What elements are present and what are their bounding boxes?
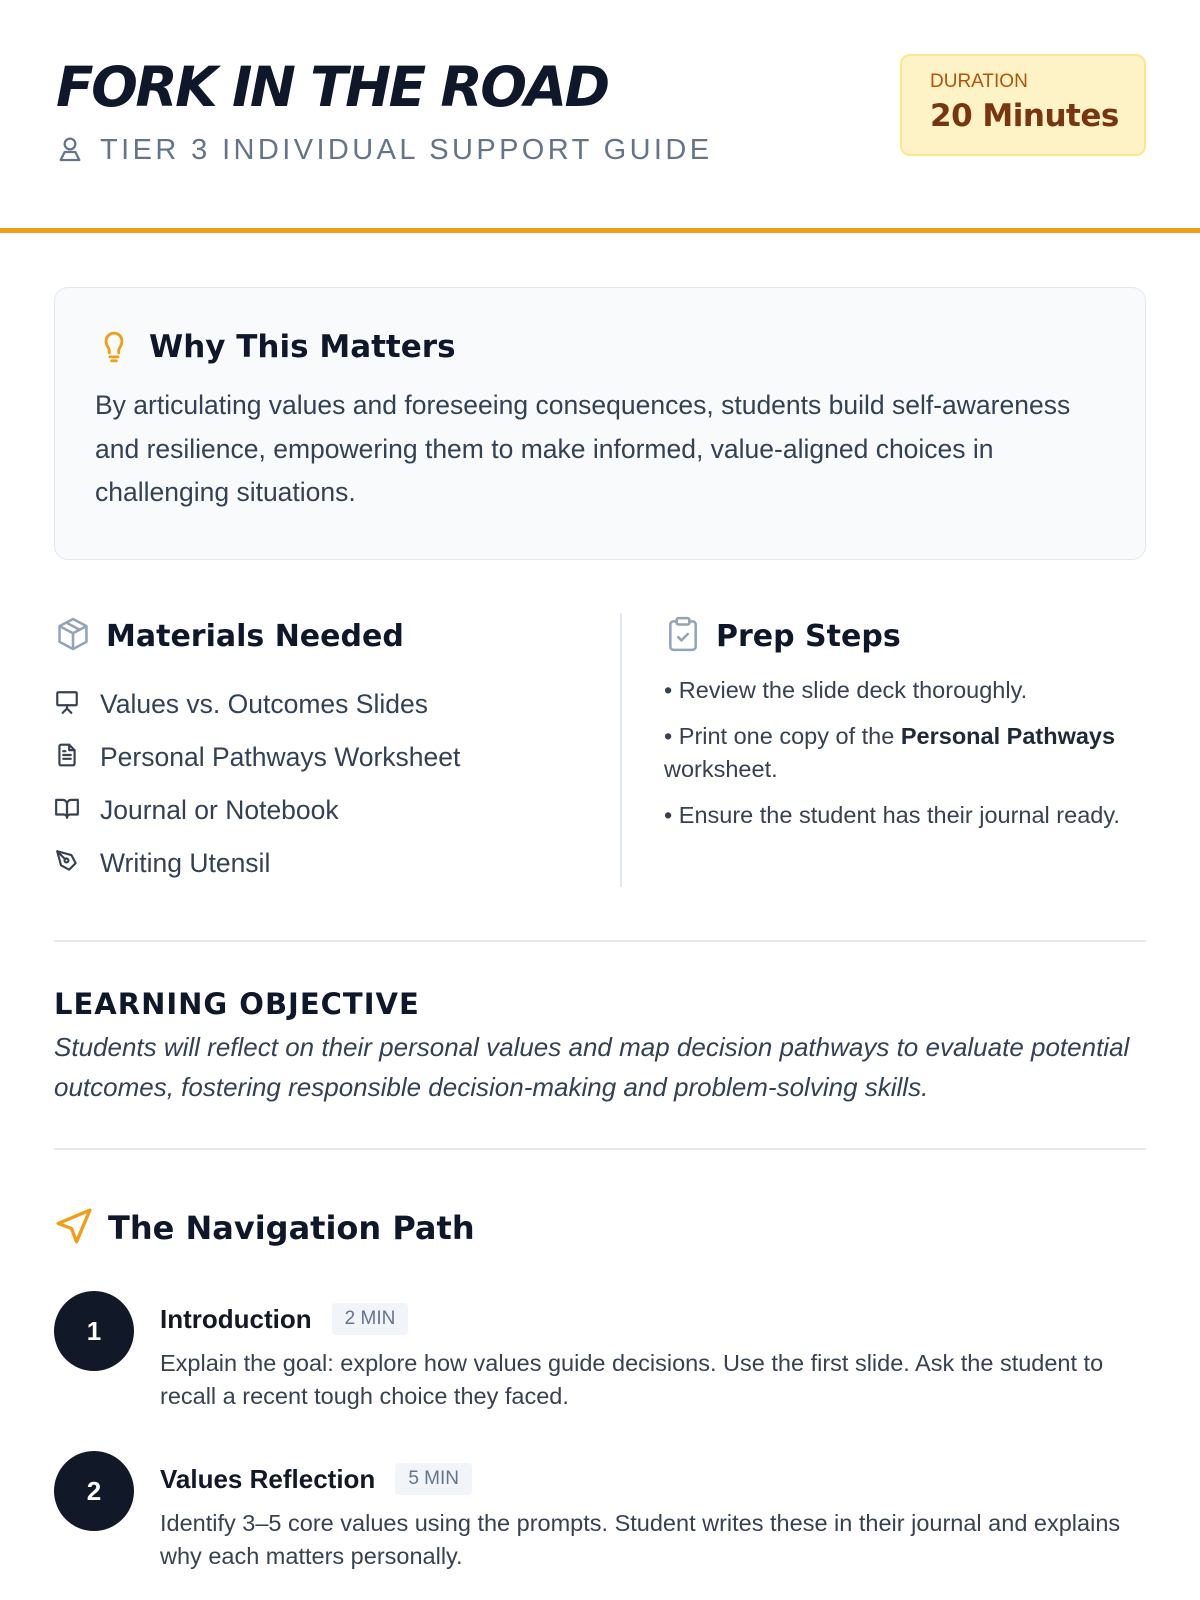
- book-open-icon: [54, 795, 80, 826]
- duration-label: DURATION: [930, 71, 1028, 92]
- duration-badge: [900, 54, 1146, 156]
- page-subtitle: [54, 130, 712, 170]
- step-body: [160, 1459, 1150, 1573]
- section-divider: [54, 940, 1146, 942]
- objective-text: Students will reflect on their personal values and map decision pathways to evaluate potential outcomes, fostering responsible decision-making and problem-solving skills.: [54, 1032, 1130, 1102]
- learning-objective-section: [54, 985, 1154, 1107]
- materials-title: Materials Needed: [106, 618, 404, 654]
- document-icon: [54, 742, 80, 773]
- prep-section: [664, 610, 1154, 845]
- clipboard-check-icon: [664, 614, 702, 659]
- material-label: Journal or Notebook: [100, 795, 339, 825]
- step-header: [160, 1459, 1150, 1499]
- navigation-arrow-icon: [54, 1206, 94, 1251]
- presentation-icon: [54, 689, 80, 720]
- page-header: [0, 0, 1200, 233]
- step-time-badge: 5 MIN: [395, 1463, 472, 1495]
- step-text: Explain the goal: explore how values guide decisions. Use the first slide. Ask the student to recall a recent tough choice they faced.: [160, 1350, 1104, 1409]
- box-icon: [54, 615, 92, 658]
- list-item: [54, 731, 594, 784]
- why-text: By articulating values and foreseeing consequences, students build self-awareness and resilience, empowering them to make informed, value-aligned choices in challenging situations.: [95, 390, 1071, 507]
- prep-title: Prep Steps: [716, 618, 901, 654]
- list-item: • Print one copy of the Personal Pathways worksheet.: [664, 723, 1116, 782]
- step-text: Identify 3–5 core values using the prompts. Student writes these in their journal and explains why each matters personally.: [160, 1510, 1121, 1569]
- list-item: [54, 837, 594, 890]
- step-number: 1: [54, 1291, 134, 1371]
- list-item: • Review the slide deck thoroughly.: [664, 677, 1028, 703]
- navigation-title: The Navigation Path: [108, 1209, 475, 1247]
- list-item: • Ensure the student has their journal ready.: [664, 802, 1120, 828]
- duration-value: 20 Minutes: [930, 98, 1119, 134]
- prep-text: Review the slide deck thoroughly.: [678, 677, 1028, 703]
- materials-section: [54, 610, 594, 890]
- user-location-icon: [54, 132, 86, 169]
- step-time-badge: 2 MIN: [332, 1303, 409, 1335]
- material-label: Values vs. Outcomes Slides: [100, 689, 428, 719]
- step-title: Values Reflection: [160, 1463, 376, 1494]
- prep-text: worksheet.: [664, 756, 778, 782]
- step-number: 2: [54, 1451, 134, 1531]
- prep-text: Print one copy of the: [678, 723, 901, 749]
- section-divider: [54, 1148, 1146, 1150]
- list-item: [54, 678, 594, 731]
- step-body: [160, 1299, 1150, 1413]
- prep-header: [664, 610, 1154, 662]
- why-title: Why This Matters: [149, 329, 456, 365]
- material-label: Personal Pathways Worksheet: [100, 742, 461, 772]
- column-divider: [620, 613, 622, 887]
- list-item: [54, 784, 594, 837]
- prep-text: Ensure the student has their journal ready.: [678, 802, 1120, 828]
- why-this-matters-card: [54, 287, 1146, 560]
- navigation-path-section: [54, 1200, 1154, 1569]
- why-header: [95, 324, 1105, 370]
- pen-icon: [54, 848, 80, 879]
- step-title: Introduction: [160, 1303, 312, 1334]
- materials-header: [54, 610, 594, 662]
- prep-bold-text: Personal Pathways: [900, 723, 1116, 749]
- navigation-header: [54, 1200, 1154, 1256]
- step-header: [160, 1299, 1150, 1339]
- page-title: FORK IN THE ROAD: [56, 55, 608, 119]
- subtitle-text: TIER 3 INDIVIDUAL SUPPORT GUIDE: [100, 133, 713, 166]
- lightbulb-icon: [95, 325, 133, 370]
- materials-list: [54, 678, 594, 890]
- prep-list: [664, 674, 1154, 832]
- material-label: Writing Utensil: [100, 848, 271, 878]
- objective-title: LEARNING OBJECTIVE: [54, 987, 420, 1021]
